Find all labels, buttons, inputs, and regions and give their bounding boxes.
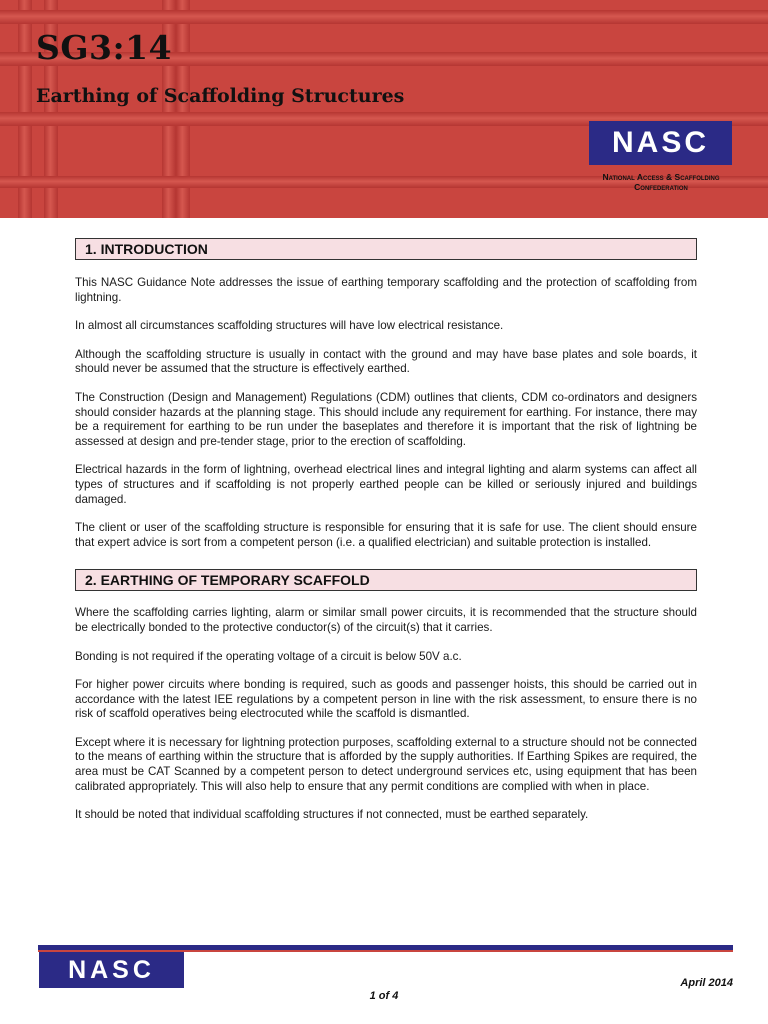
nasc-logo: NASC [589,121,732,165]
paragraph: This NASC Guidance Note addresses the issue of earthing temporary scaffolding and the protection of scaffolding from lightning. [75,276,697,304]
paragraph: Bonding is not required if the operating voltage of a circuit is below 50V a.c. [75,649,462,663]
paragraph: Although the scaffolding structure is usually in contact with the ground and may have base plates and sole boards, it should never be assumed that the structure is effectively earthed. [75,347,697,376]
paragraph: For higher power circuits where bonding is required, such as goods and passenger hoists, this should be carried out in accordance with the latest IEE regulations by a competent person in line with the risk assessment, to ensure there is no risk of scaffold operatives being electrocuted while the scaffold is dismantled. [75,678,697,721]
footer-divider [38,945,733,952]
paragraph: Electrical hazards in the form of lightning, overhead electrical lines and integral lighting and alarm systems can affect all types of structures and if scaffolding is not properly earthed people can be killed or seriously injured and buildings damaged. [75,463,697,506]
section-heading-earthing: 2. EARTHING OF TEMPORARY SCAFFOLD [75,569,697,591]
footer-nasc-logo: NASC [39,952,184,988]
scaffold-tube-horizontal [0,10,768,24]
paragraph: In almost all circumstances scaffolding structures will have low electrical resistance. [75,319,504,333]
page-number: 1 of 4 [369,990,399,1002]
paragraph: The Construction (Design and Management) Regulations (CDM) outlines that clients, CDM co-ordinators and designers should consider hazards at the planning stage. This should include any requirement for earthing. For instance, there may be a requirement for earthing to be run under the baseplates and therefore it is important that the risk of lightning be assessed at design and pre-tender stage, prior to the erection of scaffolding. [75,390,697,448]
document-title: Earthing of Scaffolding Structures [36,85,405,107]
document-body [75,238,697,823]
paragraph: The client or user of the scaffolding structure is responsible for ensuring that it is safe for use. The client should ensure that expert advice is sort from a competent person (i.e. a qualified electrician) and suitable protection is installed. [75,521,697,549]
nasc-logo-subtitle [576,172,746,192]
logo-subtitle-line: National Access & Scaffolding [602,172,720,182]
paragraph: Except where it is necessary for lightning protection purposes, scaffolding external to a structure should not be connected to the means of earthing within the structure that is afforded by the supply authorities. If Earthing Spikes are required, the area must be CAT Scanned by a competent person to detect underground services etc, using equipment that has been calibrated appropriately. This will also help to ensure that any permit conditions are complied with when in place. [75,735,697,793]
footer-date: April 2014 [680,977,733,989]
section-heading-introduction: 1. INTRODUCTION [75,238,697,260]
header-banner [0,0,768,218]
logo-subtitle-line: Confederation [634,182,688,192]
paragraph: Where the scaffolding carries lighting, alarm or similar small power circuits, it is recommended that the structure should be electrically bonded to the protective conductor(s) of the circuit(s) that it carries. [75,606,697,634]
paragraph: It should be noted that individual scaffolding structures if not connected, must be earthed separately. [75,808,589,822]
document-code: SG3:14 [36,28,173,67]
